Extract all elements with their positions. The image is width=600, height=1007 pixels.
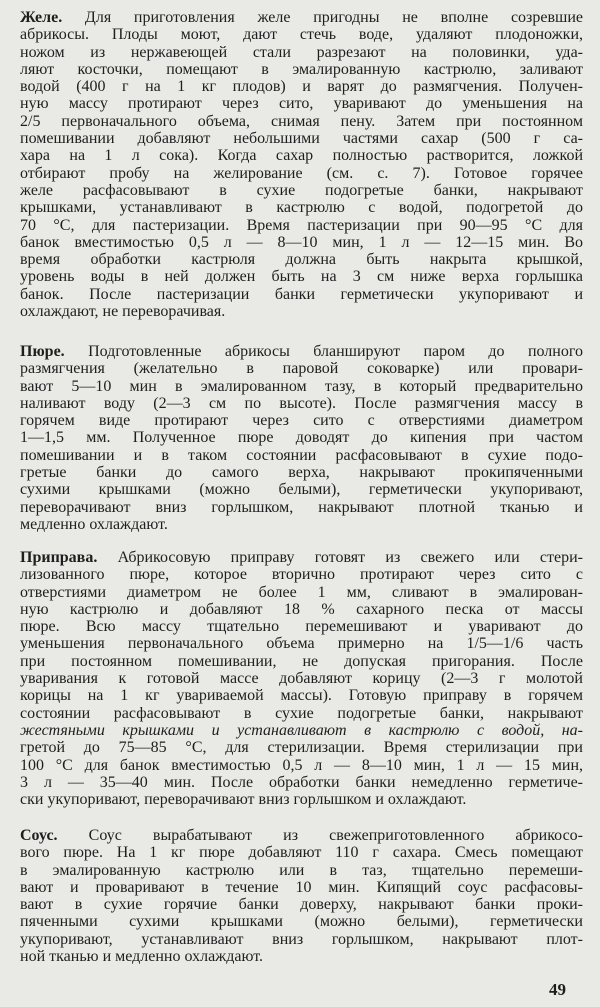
text-line [20,130,583,147]
text-line [20,303,583,320]
line-text: пюре. Всю массу тщательно перемешивают и уваривают до [20,618,583,636]
text-line [20,844,583,861]
text-line [20,499,583,516]
text-line [20,251,583,268]
section-title: Пюре. [20,343,65,360]
text-line [20,739,583,756]
line-text: вают 5—10 мин в эмалированном тазу, в который предварительно [20,377,583,395]
text-line [20,670,583,687]
text-line [20,44,583,61]
line-text: помешивании добавляют небольшими частями сахар (500 г са- [20,130,583,148]
line-text: Подготовленные абрикосы бланшируют паром до полного [64,343,583,360]
text-line [20,516,583,533]
line-text: уменьшения первоначального объема примерно на 1/5—1/6 часть [20,635,583,653]
text-line [20,774,583,791]
text-line [20,61,583,78]
line-text: ножом из нержавеющей стали разрезают на половинки, уда- [20,43,583,61]
line-text: горячем виде протирают через сито с отверстиями диаметром [20,412,583,430]
text-line [20,234,583,251]
page-number: 49 [549,980,566,999]
section-title: Приправа. [20,549,98,566]
text-line [20,268,583,285]
text-line [20,95,583,112]
text-line [20,412,583,429]
line-text: уваривания к готовой массе добавляют корицу (2—3 г молотой [20,670,583,688]
text-line [20,199,583,216]
text-line [20,722,583,739]
paragraph-sauce [20,827,583,965]
text-line [20,687,583,704]
line-text: медленно охлаждают. [20,515,168,533]
text-line [20,464,583,481]
text-line [20,653,583,670]
line-text: абрикосы. Плоды моют, дают стечь воде, удаляют плодоножки, [20,26,583,44]
line-text: ляют косточки, помещают в эмалированную кастрюлю, заливают [20,60,583,78]
line-text: вают и проваривают в течение 10 мин. Кипящий соус расфасовы- [20,878,583,896]
line-text: ную кастрюлю и добавляют 18 % сахарного песка от массы [20,600,583,618]
text-line [20,78,583,95]
text-line [20,827,583,844]
line-text: вого пюре. На 1 кг пюре добавляют 110 г сахара. Смесь помещают [20,844,583,862]
line-text: наливают воду (2—3 см по высоте). После размягчения массу в [20,394,583,412]
text-line [20,549,583,566]
line-text: переворачивают вниз горлышком, накрывают плотной тканью и [20,498,583,516]
line-text: пяченными сухими крышками (можно белыми), герметически [20,913,583,931]
text-line [20,9,583,26]
line-text: гретые банки до самого верха, накрывают прокипяченными [20,464,583,482]
line-text: водой (400 г на 1 кг плодов) и варят до размягчения. Получен- [20,78,583,96]
line-text: ную массу протирают через сито, уваривают до уменьшения на [20,95,583,113]
text-line [20,395,583,412]
text-line [20,165,583,182]
text-line [20,618,583,635]
section-title: Желе. [20,9,63,26]
line-text: уровень воды в ней должен быть на 3 см ниже верха горлышка [20,268,583,286]
line-text: корицы на 1 кг увариваемой массы). Готовую приправу в горячем [20,687,583,705]
line-text: помешивании и в таком состоянии расфасовывают в сухие подо- [20,446,583,464]
line-text: время обработки кастрюля должна быть накрыта крышкой, [20,251,583,269]
paragraph-puree [20,343,583,533]
line-text: банок вместимостью 0,5 л — 8—10 мин, 1 л — 12—15 мин. Во [20,233,583,251]
text-line [20,286,583,303]
line-text: вают в сухие горячие банки доверху, накрывают банки проки- [20,896,583,914]
line-text: размягчения (желательно в паровой соковарке) или провари- [20,360,583,378]
line-text: состоянии расфасовывают в сухие подогретые банки, накрывают [20,704,583,722]
line-text: 2/5 первоначального объема, снимая пену. Затем при постоянном [20,112,583,130]
text-line [20,182,583,199]
line-text: 70 °С, для пастеризации. Время пастеризации при 90—95 °С для [20,216,583,234]
text-line [20,913,583,930]
line-text: ски укупоривают, переворачивают вниз горлышком и охлаждают. [20,791,467,809]
line-text: отбирают пробу на желирование (см. с. 7). Готовое горячее [20,164,583,182]
line-text: в эмалированную кастрюлю или в таз, тщательно перемеши- [20,861,583,879]
text-line [20,791,583,808]
text-line [20,113,583,130]
text-line [20,601,583,618]
text-line [20,584,583,601]
text-line [20,147,583,164]
text-line [20,343,583,360]
paragraph-seasoning [20,549,583,808]
line-text: лизованного пюре, которое вторично протирают через сито с [20,566,583,584]
line-text: гретой до 75—85 °С, для стерилизации. Время стерилизации при [20,739,583,757]
text-line [20,705,583,722]
text-line [20,481,583,498]
line-text: укупоривают, устанавливают вниз горлышком, накрывают плот- [20,930,583,948]
text-line [20,862,583,879]
line-text: 1—1,5 мм. Полученное пюре доводят до кипения при частом [20,429,583,447]
section-title: Соус. [20,827,58,844]
text-line [20,566,583,583]
text-line [20,429,583,446]
line-text: отверстиями диаметром не более 1 мм, сливают в эмалирован- [20,583,583,601]
line-text: при постоянном помешивании, не допуская пригорания. После [20,652,583,670]
line-text: сухими крышками (можно белыми), герметически укупоривают, [20,481,583,499]
line-text: 3 л — 35—40 мин. После обработки банки немедленно герметиче- [20,773,583,791]
line-text: хара на 1 л сока). Когда сахар полностью растворится, ложкой [20,147,583,165]
line-text: Абрикосовую приправу готовят из свежего или стери- [97,549,583,566]
line-text: 100 °С для банок вместимостью 0,5 л — 8—10 мин, 1 л — 15 мин, [20,756,583,774]
paragraph-jelly [20,9,583,320]
text-line [20,879,583,896]
text-line [20,447,583,464]
text-line [20,635,583,652]
text-line [20,217,583,234]
text-line [20,948,583,965]
text-line [20,26,583,43]
text-line [20,757,583,774]
line-text: охлаждают, не переворачивая. [20,303,226,321]
line-text: крышками, устанавливают в кастрюлю с водой, подогретой до [20,199,583,217]
text-line [20,931,583,948]
text-line [20,360,583,377]
text-line [20,378,583,395]
text-line [20,896,583,913]
line-text: желе расфасовывают в сухие подогретые банки, накрывают [20,181,583,199]
line-text: Для приготовления желе пригодны не вполне созревшие [62,9,583,26]
line-text: жестяными крышками и устанавливают в кастрюлю с водой, на- [20,721,583,739]
line-text: Соус вырабатывают из свежеприготовленного абрикосо- [57,827,583,844]
line-text: ной тканью и медленно охлаждают. [20,948,264,966]
line-text: банок. После пастеризации банки герметически укупоривают и [20,285,583,303]
